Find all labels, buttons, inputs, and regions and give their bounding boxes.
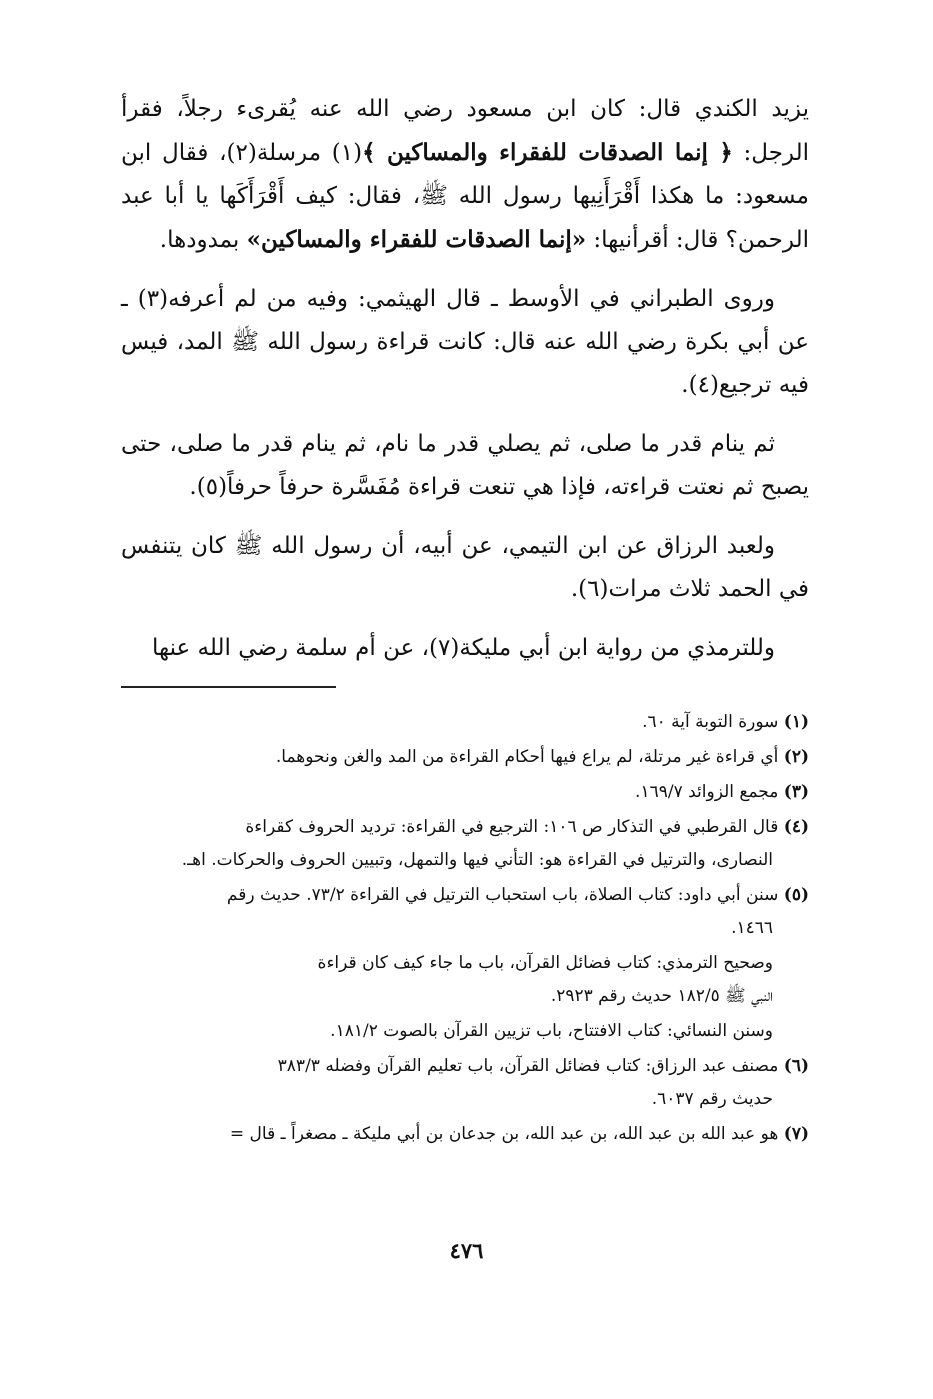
paragraph-3: ثم ينام قدر ما صلى، ثم يصلي قدر ما نام، ثم ينام قدر ما صلى، حتى يصبح ثم نعتت قراءته، فإذا هي تنعت قراءة مُفَسَّرة حرفاً حرفاً(٥). <box>121 431 809 500</box>
footnote-5-nasai <box>121 1015 809 1048</box>
footnotes <box>121 706 809 1151</box>
footnote-text: مجمع الزوائد ١٦٩/٧. <box>635 782 779 802</box>
footnote-text: سورة التوبة آية ٦٠. <box>642 712 779 732</box>
footnote-divider <box>121 686 336 688</box>
footnote-7 <box>121 1118 809 1151</box>
footnote-2 <box>121 741 809 774</box>
footnote-text: سنن أبي داود: كتاب الصلاة، باب استحباب الترتيل في القراءة ٧٣/٢. حديث رقم <box>226 885 779 905</box>
paragraph-4: ولعبد الرزاق عن ابن التيمي، عن أبيه، أن رسول الله ﷺ كان يتنفس في الحمد ثلاث مرات(٦). <box>121 533 809 602</box>
paragraph-5: وللترمذي من رواية ابن أبي مليكة(٧)، عن أم سلمة رضي الله عنها <box>151 635 775 661</box>
footnote-text-continued: ١٤٦٦. <box>731 918 773 938</box>
page-number: ٤٧٦ <box>449 1238 484 1263</box>
footnote-number: (١) <box>783 712 809 732</box>
footnote-number: (٦) <box>783 1056 809 1076</box>
footnote-text: وسنن النسائي: كتاب الافتتاح، باب تزيين القرآن بالصوت ١٨١/٢. <box>330 1021 773 1041</box>
main-text <box>121 88 809 670</box>
footnote-1 <box>121 706 809 739</box>
footnote-text: وصحيح الترمذي: كتاب فضائل القرآن، باب ما جاء كيف كان قراءة <box>317 953 773 973</box>
p1-text-b: (١) مرسلة(٢)، فقال ابن مسعود: ما هكذا أَقْرَأَنِيها رسول الله ﷺ، فقال: كيف أَقْرَأَكَها يا أبا عبد الرحمن؟ قال: أقرأنيها: <box>121 140 809 253</box>
quran-quote: ﴿ إنما الصدقات للفقراء والمساكين ﴾ <box>362 139 733 166</box>
page-body <box>121 88 809 1153</box>
footnote-text: هو عبد الله بن عبد الله، بن عبد الله، بن جدعان بن أبي مليكة ـ مصغراً ـ قال = <box>229 1124 779 1144</box>
footnote-text: أي قراءة غير مرتلة، لم يراع فيها أحكام القراءة من المد والغن ونحوهما. <box>275 747 779 767</box>
footnote-5-tirmidhi <box>121 947 809 1013</box>
footnote-number: (٢) <box>783 747 809 767</box>
footnote-number: (٤) <box>783 817 809 837</box>
footnote-number: (٥) <box>783 885 809 905</box>
paragraph-1 <box>121 88 809 262</box>
footnote-text: مصنف عبد الرزاق: كتاب فضائل القرآن، باب تعليم القرآن وفضله ٣٨٣/٣ <box>277 1056 779 1076</box>
footnote-text-continued: حديث رقم ٦٠٣٧. <box>651 1089 773 1109</box>
p1-text-a: يزيد الكندي قال: كان ابن مسعود رضي الله عنه يُقرىء رجلاً، فقرأ الرجل: <box>121 96 810 166</box>
footnote-number: (٣) <box>783 782 809 802</box>
footnote-text: قال القرطبي في التذكار ص ١٠٦: الترجيع في القراءة: ترديد الحروف كقراءة <box>245 817 779 837</box>
quran-quote-2: «إنما الصدقات للفقراء والمساكين» <box>246 226 587 253</box>
footnote-text-continued: النبي ﷺ ١٨٢/٥ حديث رقم ٢٩٢٣. <box>550 986 773 1006</box>
footnote-6 <box>121 1050 809 1116</box>
footnote-4 <box>121 811 809 877</box>
footnote-5 <box>121 879 809 945</box>
footnote-text-continued: النصارى، والترتيل في القراءة هو: التأني فيها والتمهل، وتبيين الحروف والحركات. اهـ. <box>181 850 773 870</box>
p1-text-c: بمدودها. <box>159 227 240 253</box>
footnote-number: (٧) <box>783 1124 809 1144</box>
footnote-3 <box>121 776 809 809</box>
paragraph-2: وروى الطبراني في الأوسط ـ قال الهيثمي: وفيه من لم أعرفه(٣) ـ عن أبي بكرة رضي الله عنه قال: كانت قراءة رسول الله ﷺ المد، فيس فيه ترجيع(٤). <box>121 286 809 398</box>
